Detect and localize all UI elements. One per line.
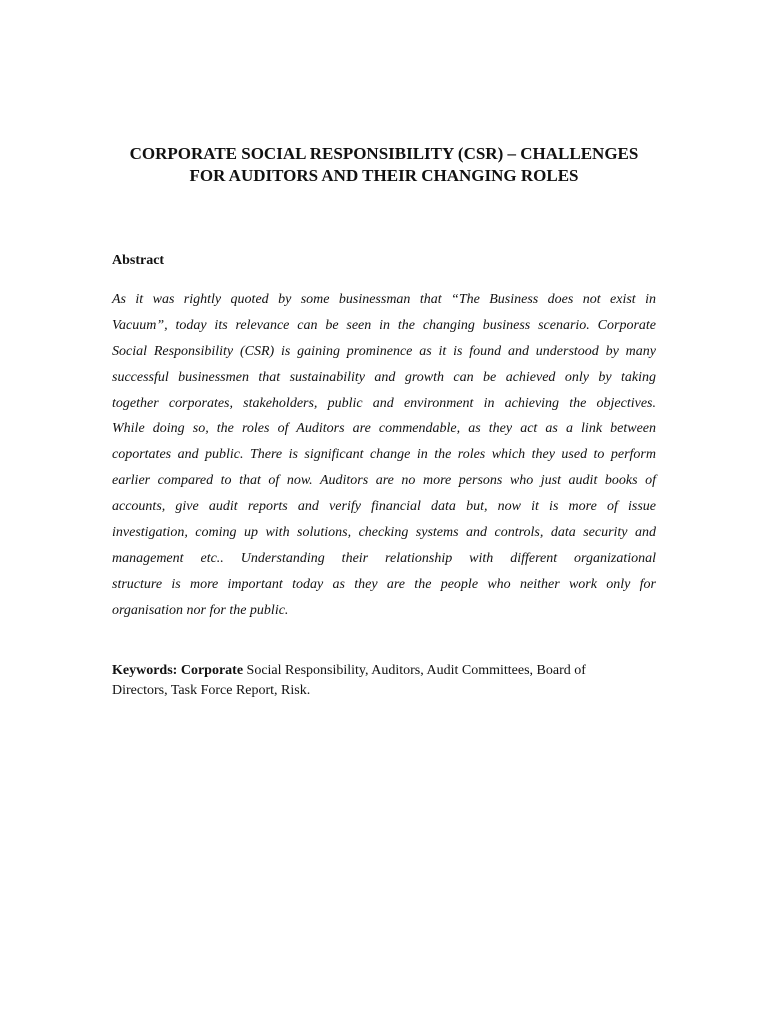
- abstract-line: While doing so, the roles of Auditors are commendable, as they act as a link between: [112, 421, 656, 437]
- abstract-body: [112, 287, 656, 624]
- abstract-line: investigation, coming up with solutions, checking systems and controls, data security and: [112, 525, 656, 541]
- abstract-line: together corporates, stakeholders, public and environment in achieving the objectives.: [112, 395, 656, 411]
- keywords-line-1: [112, 661, 656, 681]
- keywords-label: Keywords:: [112, 663, 178, 678]
- abstract-line: structure is more important today as they are the people who neither work only for: [112, 576, 656, 592]
- keywords-first-word: Corporate: [180, 663, 244, 678]
- document-title: [80, 143, 688, 187]
- abstract-line: successful businessmen that sustainability and growth can be achieved only by taking: [112, 369, 656, 385]
- abstract-line: earlier compared to that of now. Auditors are no more persons who just audit books of: [112, 473, 656, 489]
- title-line-1: CORPORATE SOCIAL RESPONSIBILITY (CSR) – CHALLENGES: [129, 144, 639, 163]
- abstract-line: As it was rightly quoted by some businessman that “The Business does not exist in: [112, 292, 656, 307]
- keywords-section: [112, 661, 656, 701]
- abstract-line: organisation nor for the public.: [112, 602, 289, 618]
- abstract-line: Social Responsibility (CSR) is gaining prominence as it is found and understood by many: [112, 343, 656, 359]
- abstract-line: coportates and public. There is significant change in the roles which they used to perform: [112, 447, 656, 463]
- abstract-heading: Abstract: [112, 253, 165, 268]
- title-line-2: FOR AUDITORS AND THEIR CHANGING ROLES: [189, 166, 579, 185]
- abstract-line: accounts, give audit reports and verify financial data but, now it is more of issue: [112, 499, 656, 515]
- keywords-line-1-rest: Social Responsibility, Auditors, Audit Committees, Board of: [243, 663, 586, 678]
- keywords-line-2: Directors, Task Force Report, Risk.: [112, 683, 311, 698]
- abstract-line: Vacuum”, today its relevance can be seen in the changing business scenario. Corporate: [112, 317, 656, 333]
- abstract-line: management etc.. Understanding their relationship with different organizational: [112, 550, 656, 566]
